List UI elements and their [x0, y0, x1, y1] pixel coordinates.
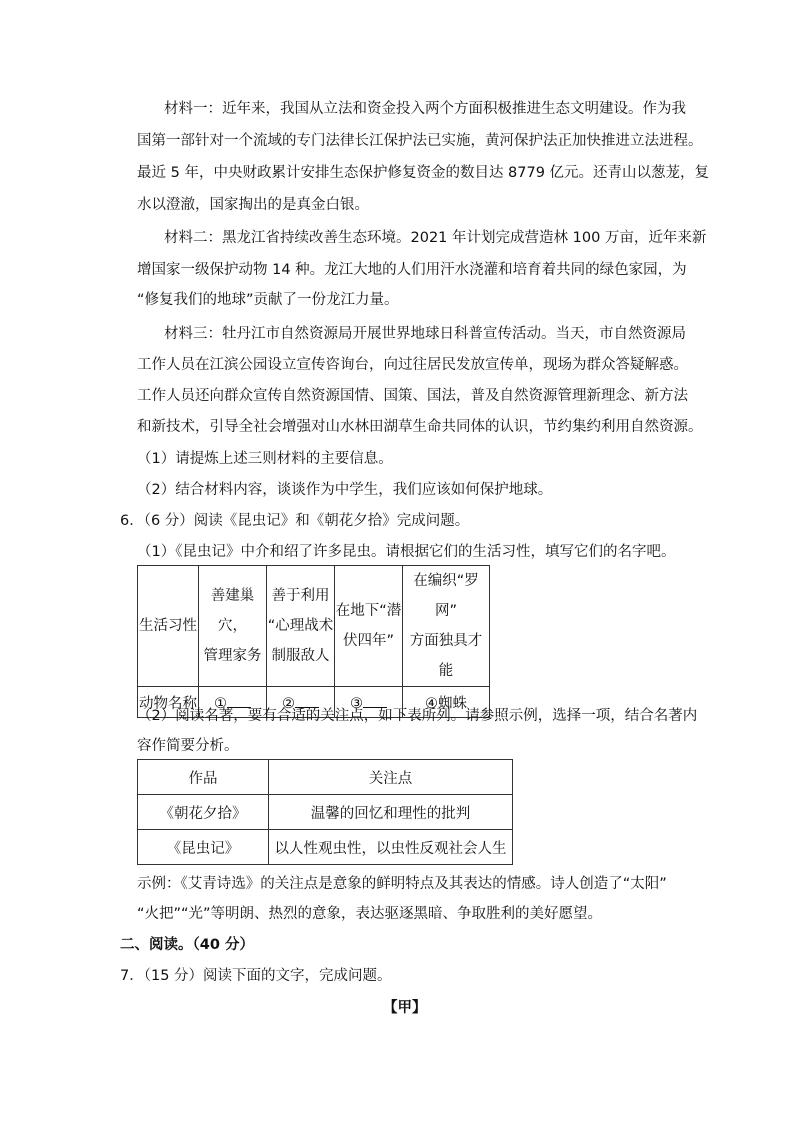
- material2-line-3: “修复我们的地球”贡献了一份龙江力量。: [137, 292, 399, 308]
- habit-cell-2: 善于利用 “心理战术 制服敌人: [267, 566, 335, 687]
- question5-part2: （2）结合材料内容，谈谈作为中学生，我们应该如何保护地球。: [137, 482, 553, 498]
- question6-part2-line-1: （2）阅读名著，要有合适的关注点，如下表所列。请参照示例，选择一项，结合名著内: [137, 708, 698, 724]
- passage-marker: 【甲】: [383, 1000, 427, 1016]
- example-line-1: 示例：《艾青诗选》的关注点是意象的鲜明特点及其表达的情感。诗人创造了“太阳”: [137, 876, 667, 892]
- material1-line-4: 水以澄澈，国家掏出的是真金白银。: [137, 197, 369, 213]
- row-header-name: 动物名称: [138, 687, 199, 718]
- work-cell: 《朝花夕拾》: [138, 795, 269, 830]
- habit-cell-4: 在编织“罗网” 方面独具才 能: [403, 566, 490, 687]
- name-cell-2[interactable]: ②: [267, 687, 335, 718]
- material3-line-3: 工作人员还向群众宣传自然资源国情、国策、国法，普及自然资源管理新理念、新方法: [137, 388, 688, 404]
- question6-title: 6．（6 分）阅读《昆虫记》和《朝花夕拾》完成问题。: [120, 513, 470, 529]
- question7-title: 7．（15 分）阅读下面的文字，完成问题。: [120, 968, 392, 984]
- material2-line-1: 材料二：黑龙江省持续改善生态环境。2021 年计划完成营造林 100 万亩，近年来新: [164, 230, 707, 246]
- habit-cell-3: 在地下“潜 伏四年”: [335, 566, 403, 687]
- name-cell-1[interactable]: ①: [199, 687, 267, 718]
- question5-part1: （1）请提炼上述三则材料的主要信息。: [137, 451, 393, 467]
- material1-line-1: 材料一：近年来，我国从立法和资金投入两个方面积极推进生态文明建设。作为我: [164, 101, 686, 117]
- material3-line-4: 和新技术，引导全社会增强对山水林田湖草生命共同体的认识，节约集约利用自然资源。: [137, 419, 703, 435]
- header-work: 作品: [138, 760, 269, 795]
- habit-cell-1: 善建巢穴， 管理家务: [199, 566, 267, 687]
- work-cell: 《昆虫记》: [138, 830, 269, 865]
- header-focus: 关注点: [269, 760, 513, 795]
- focus-points-table: [137, 759, 513, 865]
- section-heading: 二、阅读。（40 分）: [120, 937, 254, 953]
- material3-line-2: 工作人员在江滨公园设立宣传咨询台，向过往居民发放宣传单，现场为群众答疑解惑。: [137, 357, 688, 373]
- row-header-habit: 生活习性: [138, 566, 199, 687]
- name-cell-4: ④蜘蛛: [403, 687, 490, 718]
- question6-part1: （1）《昆虫记》中介和绍了许多昆虫。请根据它们的生活习性，填写它们的名字吧。: [137, 544, 676, 560]
- material1-line-2: 国第一部针对一个流域的专门法律长江保护法已实施，黄河保护法正加快推进立法进程。: [137, 133, 703, 149]
- focus-cell: 以人性观虫性，以虫性反观社会人生: [269, 830, 513, 865]
- example-line-2: “火把”“光”等明朗、热烈的意象，表达驱逐黑暗、争取胜利的美好愿望。: [137, 906, 603, 922]
- focus-cell: 温馨的回忆和理性的批判: [269, 795, 513, 830]
- material3-line-1: 材料三：牡丹江市自然资源局开展世界地球日科普宣传活动。当天，市自然资源局: [164, 326, 686, 342]
- material1-line-3: 最近 5 年，中央财政累计安排生态保护修复资金的数目达 8779 亿元。还青山以葱茏，复: [137, 165, 710, 181]
- material2-line-2: 增国家一级保护动物 14 种。龙江大地的人们用汗水浇灌和培育着共同的绿色家园，为: [137, 262, 687, 278]
- insect-habits-table: [137, 565, 490, 718]
- name-cell-3[interactable]: ③: [335, 687, 403, 718]
- question6-part2-line-2: 容作简要分析。: [137, 738, 239, 754]
